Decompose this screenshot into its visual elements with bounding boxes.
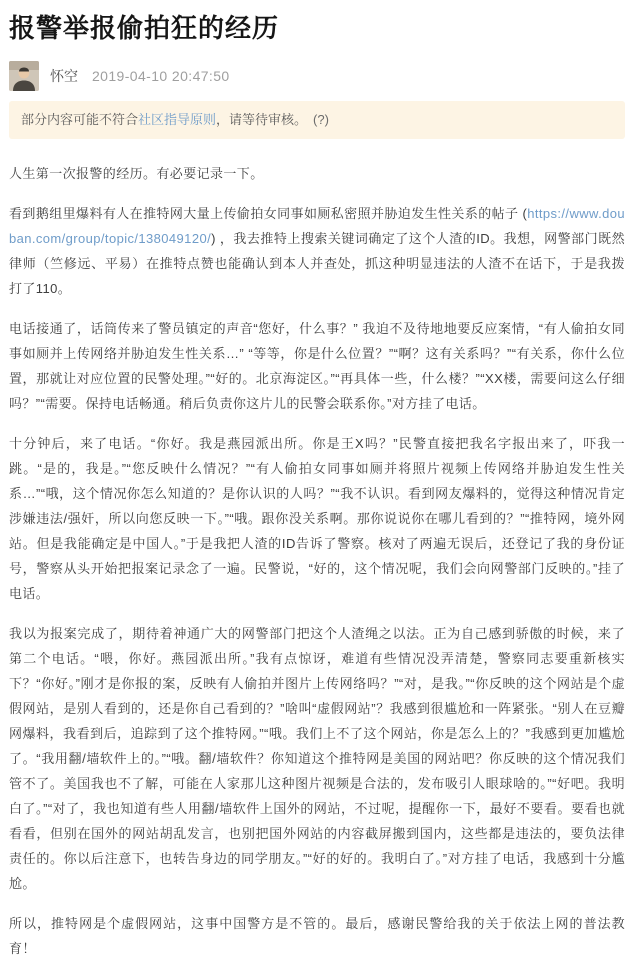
notice-text-suffix: ，请等待审核。 (216, 111, 308, 127)
post-timestamp: 2019-04-10 20:47:50 (92, 67, 230, 84)
moderation-notice (9, 101, 625, 139)
post-paragraph: 所以，推特网是个虚假网站，这事中国警方是不管的。最后，感谢民警给我的关于依法上网的普法教育！ (9, 915, 625, 956)
douban-topic-link[interactable]: https://www.douban.com/group/topic/138049120/ (9, 205, 625, 246)
notice-text-prefix: 部分内容可能不符合 (21, 111, 139, 127)
notice-help-link[interactable]: (?) (313, 111, 329, 127)
post-paragraph: 我以为报案完成了，期待着神通广大的网警部门把这个人渣绳之以法。正为自己感到骄傲的时候，来了第二个电话。“喂，你好。燕园派出所。”我有点惊讶，难道有些情况没弄清楚，警察同志要重新核实下？“你好。”刚才是你报的案，反映有人偷拍并图片上传网络吗？”“对，是我。”“你反映的这个网站是个虚假网站，是别人看到的，还是你自己看到的？”啥叫“虚假网站”？我感到很尴尬和一阵紧张。“别人在豆瓣网爆料，我看到后，追踪到了这个推特网。”“哦。我们上不了这个网站，你是怎么上的？”我感到更加尴尬了。“我用翻/墙软件上的。”“哦。翻/墙软件？你知道这个推特网是美国的网站吧？你反映的这个情况我们管不了。美国我也不了解，可能在人家那儿这种图片视频是合法的，发布吸引人眼球啥的。”“好吧。我明白了。”“对了，我也知道有些人用翻/墙软件上国外的网站，不过呢，提醒你一下，最好不要看。要看也就看看，但别在国外的网站胡乱发言，也别把国外网站的内容截屏搬到国内，这些都是违法的，要负法律责任的。你以后注意下，也转告身边的同学朋友。”“好的好的。我明白了。”对方挂了电话，我感到十分尴尬。 (9, 625, 625, 891)
avatar-photo-icon (9, 61, 39, 91)
post-paragraph: 人生第一次报警的经历。有必要记录一下。 (9, 165, 264, 181)
post-paragraph: 十分钟后，来了电话。“你好。我是燕园派出所。你是王X吗？”民警直接把我名字报出来了，吓我一跳。“是的，我是。”“您反映什么情况？”“有人偷拍女同事如厕并将照片视频上传网络并胁迫发生性关系…”“哦，这个情况你怎么知道的？是你认识的人吗？”“我不认识。看到网友爆料的，觉得这种情况肯定涉嫌违法/强奸，所以向您反映一下。”“哦。跟你没关系啊。那你说说你在哪儿看到的？”“推特网，境外网站。但是我能确定是中国人。”于是我把人渣的ID告诉了警察。核对了两遍无误后，还登记了我的身份证号，警察从头开始把报案记录念了一遍。民警说，“好的，这个情况呢，我们会向网警部门反映的。”挂了电话。 (9, 435, 625, 601)
author-row (9, 61, 625, 91)
author-avatar[interactable] (9, 61, 39, 91)
post-paragraph: 电话接通了，话筒传来了警员镇定的声音“您好，什么事？” 我迫不及待地地要反应案情，“有人偷拍女同事如厕并上传网络并胁迫发生性关系…” “等等，你是什么位置？”“啊？这有关系吗？”“有关系，你什么位置，那就让对应位置的民警处理。”“好的。北京海淀区。”“再具体一些，什么楼？”“XX楼，需要问这么仔细吗？”“需要。保持电话畅通。稍后负责你这片儿的民警会联系你。”对方挂了电话。 (9, 320, 625, 411)
post-body (9, 155, 625, 961)
author-name[interactable]: 怀空 (50, 67, 78, 84)
post-paragraph: 看到鹅组里爆料有人在推特网大量上传偷拍女同事如厕私密照并胁迫发生性关系的帖子 (https://www.douban.com/group/topic/138049120/) ，我去推特上搜索关键词确定了这个人渣的ID。我想，网警部门既然律师（竺修远、平易）在推特点赞也能确认到本人并查处，抓这种明显违法的人渣不在话下，于是我拨打了110。 (9, 205, 625, 296)
community-guidelines-link[interactable]: 社区指导原则 (138, 111, 217, 127)
post-title: 报警举报偷拍狂的经历 (9, 13, 280, 43)
